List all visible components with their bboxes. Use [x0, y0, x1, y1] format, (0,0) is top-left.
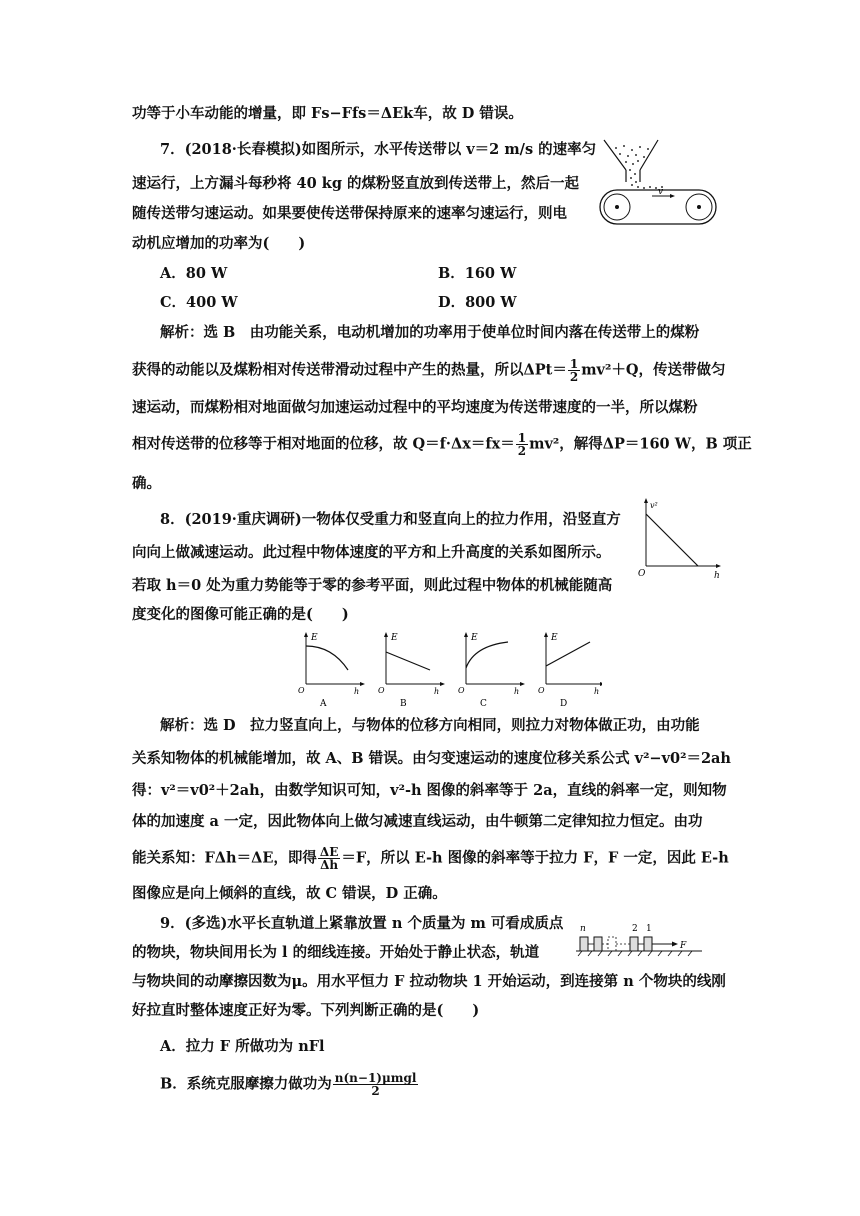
svg-text:h: h: [354, 687, 360, 696]
svg-text:O: O: [538, 686, 545, 695]
fraction-half: $\frac{1}{2}$: [569, 357, 579, 384]
graph-d: [538, 632, 602, 709]
option-b: B．系统克服摩擦力做功为 $\frac{\text{n(n−1)μmgl}}{2}$: [160, 1071, 417, 1098]
hopper-icon: [604, 140, 663, 189]
solution-8: 关系知物体的机械能增加，故 A、B 错误。由匀变速运动的速度位移关系公式 v²−v0²＝2ah: [132, 750, 731, 767]
question-7-stem: 速运行，上方漏斗每秒将 40 kg 的煤粉竖直放到传送带上，然后一起: [132, 175, 580, 192]
svg-text:E: E: [311, 633, 318, 643]
graph-a: [298, 632, 365, 709]
fraction-half: $\frac{1}{2}$: [517, 431, 527, 458]
question-7-stem: 动机应增加的功率为( ): [132, 235, 306, 252]
solution-8: 解析：选 D 拉力竖直向上，与物体的位移方向相同，则拉力对物体做正功，由功能: [160, 717, 700, 734]
svg-text:O: O: [638, 569, 646, 579]
svg-text:h: h: [514, 687, 520, 696]
text-line: 功等于小车动能的增量，即 Fs−Ffs＝ΔEk车，故 D 错误。: [132, 105, 523, 122]
v2-h-graph: [634, 496, 724, 586]
question-9-stem: 的物块，物块间用长为 l 的细线连接。开始处于静止状态，轨道: [132, 944, 540, 961]
option-a: A．80 W: [160, 265, 228, 282]
svg-text:2: 2: [632, 924, 638, 934]
solution-7: 确。: [132, 475, 161, 492]
question-8-stem: 8．(2019·重庆调研)一物体仅受重力和竖直向上的拉力作用，沿竖直方: [160, 511, 621, 528]
solution-7: 解析：选 B 由功能关系，电动机增加的功率用于使单位时间内落在传送带上的煤粉: [160, 324, 700, 341]
question-9-stem: 与物块间的动摩擦因数为μ。用水平恒力 F 拉动物块 1 开始运动，到连接第 n 个物块的线刚: [132, 973, 726, 990]
question-7-stem: 随传送带匀速运动。如果要使传送带保持原来的速率匀速运行，则电: [132, 205, 567, 222]
svg-text:A: A: [320, 699, 327, 709]
blocks-on-track-figure: [574, 918, 708, 958]
fraction-de-dh: $\frac{\Delta E}{\Delta h}$: [319, 845, 339, 872]
solution-8: 能关系知：FΔh＝ΔE，即得 $\frac{\Delta E}{\Delta h}$ ＝F，所以 E-h 图像的斜率等于拉力 F，F 一定，因此 E-h: [132, 845, 729, 872]
option-c: C．400 W: [160, 294, 238, 311]
svg-text:E: E: [551, 633, 558, 643]
svg-text:O: O: [298, 686, 305, 695]
question-9-stem: 9．(多选)水平长直轨道上紧靠放置 n 个质量为 m 可看成质点: [160, 915, 564, 932]
solution-8: 图像应是向上倾斜的直线，故 C 错误，D 正确。: [132, 885, 447, 902]
solution-7: 相对传送带的位移等于相对地面的位移，故 Q＝f·Δx＝fx＝ $\frac{1}{2}$ mv²，解得ΔP＝160 W，B 项正: [132, 431, 752, 458]
svg-text:C: C: [480, 699, 487, 709]
option-b: B．160 W: [438, 265, 517, 282]
svg-text:O: O: [458, 686, 465, 695]
e-h-graphs: [292, 628, 602, 710]
solution-8: 得：v²＝v0²＋2ah，由数学知识可知，v²-h 图像的斜率等于 2a，直线的斜率一定，则知物: [132, 782, 727, 799]
svg-text:O: O: [378, 686, 385, 695]
svg-text:1: 1: [646, 924, 652, 934]
svg-text:v²: v²: [650, 501, 658, 510]
conveyor-belt-figure: [596, 138, 720, 230]
svg-text:h: h: [434, 687, 440, 696]
question-7-stem: 7．(2018·长春模拟)如图所示，水平传送带以 v＝2 m/s 的速率匀: [160, 141, 597, 158]
question-8-stem: 若取 h＝0 处为重力势能等于零的参考平面，则此过程中物体的机械能随高: [132, 577, 613, 594]
graph-c: [458, 632, 525, 709]
solution-7: 速运动，而煤粉相对地面做匀加速运动过程中的平均速度为传送带速度的一半，所以煤粉: [132, 399, 698, 416]
option-d: D．800 W: [438, 294, 517, 311]
svg-text:B: B: [400, 699, 407, 709]
velocity-label: v: [658, 187, 664, 197]
svg-text:F: F: [680, 941, 687, 951]
graph-b: [378, 632, 445, 709]
svg-text:E: E: [471, 633, 478, 643]
svg-text:h: h: [714, 571, 720, 581]
option-a: A．拉力 F 所做功为 nFl: [160, 1038, 325, 1055]
question-8-stem: 度变化的图像可能正确的是( ): [132, 606, 349, 623]
svg-text:D: D: [560, 699, 568, 709]
question-8-stem: 向向上做减速运动。此过程中物体速度的平方和上升高度的关系如图所示。: [132, 544, 611, 561]
fraction-friction-work: $\frac{\text{n(n−1)μmgl}}{2}$: [334, 1071, 417, 1098]
svg-text:E: E: [391, 633, 398, 643]
question-9-stem: 好拉直时整体速度正好为零。下列判断正确的是( ): [132, 1002, 480, 1019]
solution-7: 获得的动能以及煤粉相对传送带滑动过程中产生的热量，所以ΔPt＝ $\frac{1}{2}$ mv²＋Q，传送带做匀: [132, 357, 726, 384]
svg-text:n: n: [580, 924, 586, 934]
solution-8: 体的加速度 a 一定，因此物体向上做匀减速直线运动，由牛顿第二定律知拉力恒定。由功: [132, 813, 703, 830]
svg-text:h: h: [594, 687, 600, 696]
